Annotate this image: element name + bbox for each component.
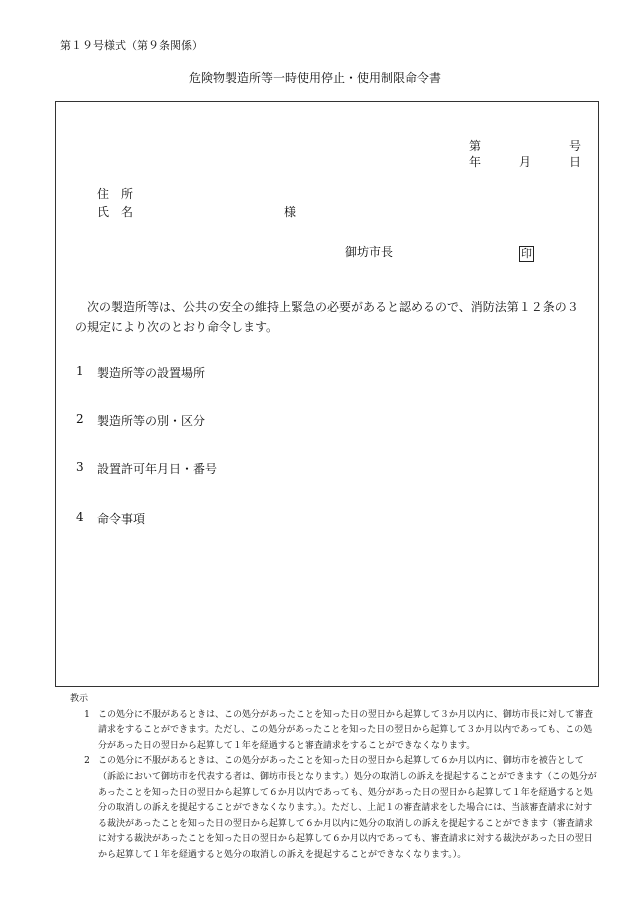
seal-mark bbox=[519, 242, 534, 262]
body-paragraph: 次の製造所等は、公共の安全の維持上緊急の必要があると認めるので、消防法第１２条の３の規定により次のとおり命令します。 bbox=[75, 300, 579, 334]
item-number: 3 bbox=[76, 460, 84, 474]
instruction-notes bbox=[70, 692, 600, 864]
item-number: 1 bbox=[76, 364, 84, 378]
notes-heading: 教示 bbox=[70, 694, 89, 704]
date-month: 月 bbox=[519, 155, 532, 169]
seal-label: 印 bbox=[521, 247, 532, 260]
item-number: 2 bbox=[76, 412, 84, 426]
form-label: 第１９号様式（第９条関係） bbox=[60, 39, 203, 52]
name-label: 氏 名 bbox=[97, 205, 134, 219]
date-day: 日 bbox=[569, 155, 582, 169]
note-item bbox=[70, 708, 600, 755]
address-label: 住 所 bbox=[97, 187, 134, 201]
note-text: この処分に不服があるときは、この処分があったことを知った日の翌日から起算して３か月以内に、御坊市長に対して審査請求をすることができます。ただし、この処分があったことを知った日の翌日から起算して３か月以内であっても、この処分があった日の翌日から起算して１年を経過すると審査請求をすることができなくなります。 bbox=[98, 709, 593, 751]
note-number: 2 bbox=[84, 756, 90, 767]
number-prefix: 第 bbox=[469, 139, 482, 153]
item-label: 設置許可年月日・番号 bbox=[97, 462, 218, 476]
document-title: 危険物製造所等一時使用停止・使用制限命令書 bbox=[188, 71, 441, 85]
item-number: 4 bbox=[76, 510, 84, 524]
item-label: 製造所等の設置場所 bbox=[97, 366, 206, 380]
note-item bbox=[70, 754, 600, 863]
honorific: 様 bbox=[284, 205, 297, 219]
note-number: 1 bbox=[84, 709, 90, 720]
date-year: 年 bbox=[469, 155, 482, 169]
number-suffix: 号 bbox=[569, 139, 582, 153]
item-label: 命令事項 bbox=[97, 512, 146, 526]
item-label: 製造所等の別・区分 bbox=[97, 414, 206, 428]
issuer-title: 御坊市長 bbox=[345, 245, 394, 259]
form-frame bbox=[55, 101, 599, 687]
note-text: この処分に不服があるときは、この処分があったことを知った日の翌日から起算して６か月以内に、御坊市を被告として（訴訟において御坊市を代表する者は、御坊市長となります。）処分の取消しの訴えを提起することができます（この処分があったことを知った日の翌日から起算して６か月以内であっても、処分があった日の翌日から起算して１年を経過すると処分の取消しの訴えを提起することができなくなります。）。ただし、上記１の審査請求をした場合には、当該審査請求に対する裁決があったことを知った日の翌日から起算して６か月以内に処分の取消しの訴えを提起することができます（審査請求に対する裁決があったことを知った日の翌日から起算して６か月以内であっても、審査請求に対する裁決があった日の翌日から起算して１年を経過すると処分の取消しの訴えを提起することができなくなります。）。 bbox=[98, 756, 597, 860]
